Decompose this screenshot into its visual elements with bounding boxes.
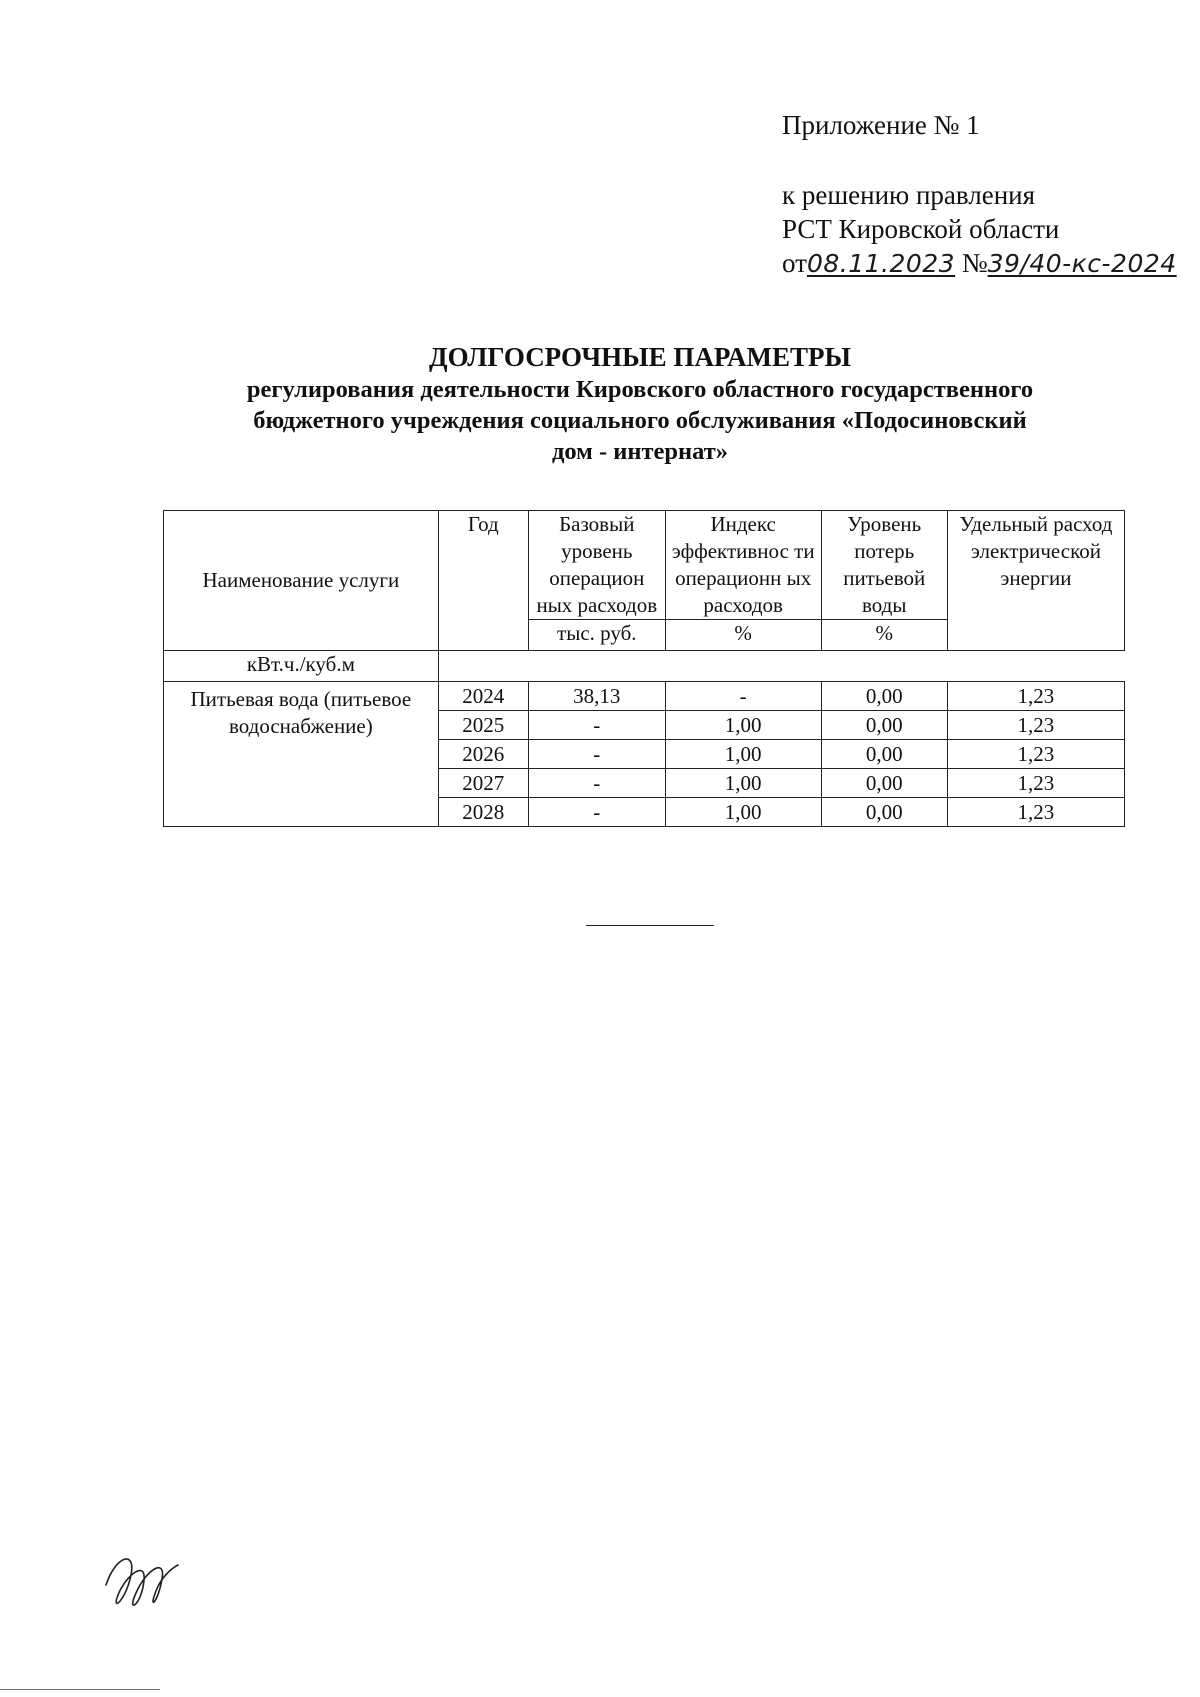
cell-efficiency-index: -: [665, 682, 821, 711]
cell-efficiency-index: 1,00: [665, 740, 821, 769]
cell-water-loss: 0,00: [821, 682, 947, 711]
header-energy: [947, 511, 1124, 651]
header-year: Год: [438, 511, 528, 651]
handwritten-date: 08.11.2023: [806, 249, 956, 278]
bottom-edge-rule: [0, 1689, 160, 1690]
title-line-3: дом - интернат»: [551, 438, 729, 465]
cell-year: 2028: [438, 798, 528, 827]
unit-base-level: тыс. руб.: [528, 620, 665, 651]
header-water-loss: Уровень потерь питьевой воды: [821, 511, 947, 620]
cell-year: 2025: [438, 711, 528, 740]
decision-date-number: [782, 246, 1188, 281]
cell-base-level: -: [528, 740, 665, 769]
title-line-2: бюджетного учреждения социального обслуживания «Подосиновский: [253, 407, 1027, 434]
cell-energy: 1,23: [947, 769, 1124, 798]
cell-water-loss: 0,00: [821, 798, 947, 827]
unit-energy: кВт.ч./куб.м: [164, 651, 439, 682]
table-row: [164, 682, 1125, 711]
number-prefix: №: [961, 248, 988, 278]
unit-water-loss: %: [821, 620, 947, 651]
title-main: ДОЛГОСРОЧНЫЕ ПАРАМЕТРЫ: [429, 342, 851, 372]
signature-mark: [96, 1545, 186, 1615]
cell-year: 2027: [438, 769, 528, 798]
document-title: [150, 340, 1130, 467]
cell-year: 2024: [438, 682, 528, 711]
cell-year: 2026: [438, 740, 528, 769]
cell-water-loss: 0,00: [821, 769, 947, 798]
appendix-label: Приложение № 1: [782, 110, 980, 140]
cell-efficiency-index: 1,00: [665, 769, 821, 798]
cell-water-loss: 0,00: [821, 740, 947, 769]
unit-efficiency-index: %: [665, 620, 821, 651]
parameters-table: [163, 510, 1125, 827]
header-base-level: Базовый уровень операцион ных расходов: [528, 511, 665, 620]
header-energy-label: Удельный расход электрической энергии: [959, 512, 1113, 590]
header-service: Наименование услуги: [164, 511, 439, 651]
end-divider: [586, 925, 714, 926]
cell-base-level: -: [528, 711, 665, 740]
header-efficiency-index: Индекс эффективнос ти операционн ых расходов: [665, 511, 821, 620]
cell-energy: 1,23: [947, 682, 1124, 711]
cell-water-loss: 0,00: [821, 711, 947, 740]
decision-line-2: РСТ Кировской области: [782, 214, 1060, 244]
decision-line-1: к решению правления: [782, 180, 1036, 210]
cell-base-level: -: [528, 769, 665, 798]
title-line-1: регулирования деятельности Кировского областного государственного: [246, 376, 1034, 403]
cell-energy: 1,23: [947, 740, 1124, 769]
cell-base-level: -: [528, 798, 665, 827]
service-name: Питьевая вода (питьевое водоснабжение): [164, 682, 439, 827]
cell-energy: 1,23: [947, 798, 1124, 827]
from-prefix: от: [782, 248, 807, 278]
decision-reference: [782, 178, 1188, 281]
cell-base-level: 38,13: [528, 682, 665, 711]
cell-energy: 1,23: [947, 711, 1124, 740]
cell-efficiency-index: 1,00: [665, 711, 821, 740]
handwritten-number: 39/40-кс-2024: [987, 249, 1177, 278]
cell-efficiency-index: 1,00: [665, 798, 821, 827]
